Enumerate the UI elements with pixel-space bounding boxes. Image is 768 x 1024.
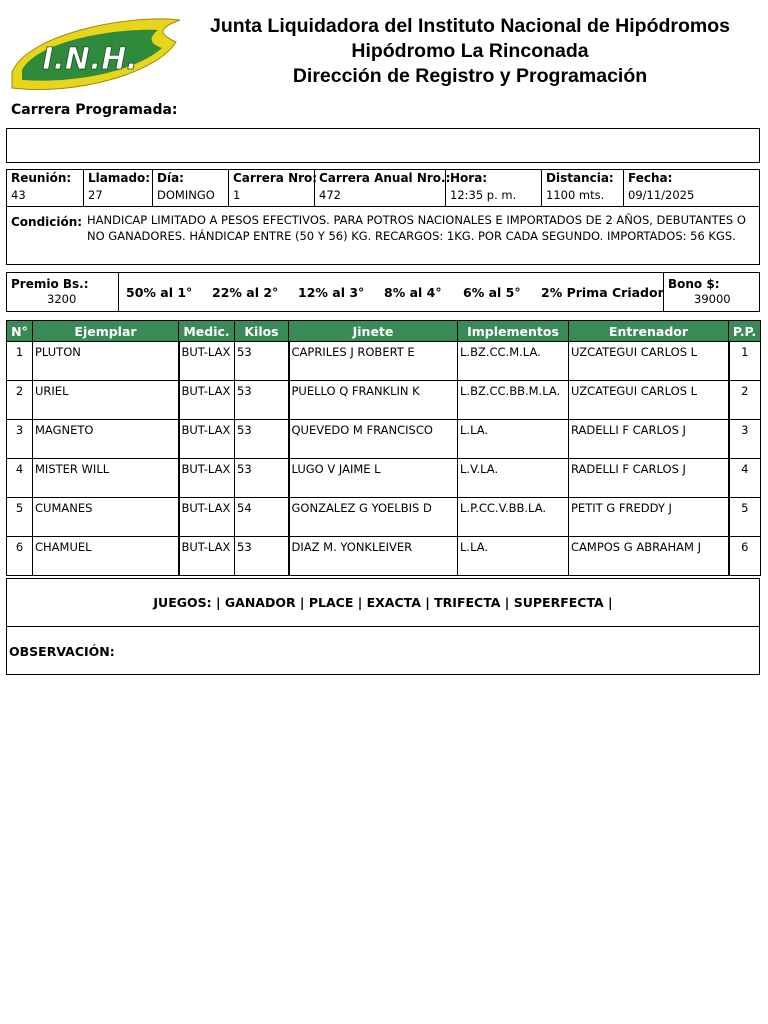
cell-pp: 3 bbox=[729, 420, 761, 459]
table-header-row bbox=[7, 321, 761, 342]
cell-kilos: 53 bbox=[235, 420, 289, 459]
cell-ejemplar: PLUTON bbox=[33, 342, 179, 381]
cell-pp: 6 bbox=[729, 537, 761, 576]
cell-numero: 1 bbox=[7, 342, 33, 381]
col-header-ejemplar: Ejemplar bbox=[33, 321, 179, 342]
condicion-label: Condición: bbox=[11, 215, 83, 229]
cell-entrenador: CAMPOS G ABRAHAM J bbox=[569, 537, 729, 576]
carrera-anual-cell: Carrera Anual Nro.: 472 bbox=[315, 170, 446, 206]
cell-entrenador: UZCATEGUI CARLOS L bbox=[569, 342, 729, 381]
cell-kilos: 53 bbox=[235, 381, 289, 420]
table-row bbox=[7, 537, 761, 576]
dia-cell: Día: DOMINGO bbox=[153, 170, 229, 206]
inh-logo bbox=[8, 14, 184, 92]
observacion-box bbox=[6, 626, 760, 675]
col-header-pp: P.P. bbox=[729, 321, 761, 342]
cell-implementos: L.V.LA. bbox=[458, 459, 569, 498]
pct-4: 8% al 4° bbox=[384, 285, 442, 300]
prima-criador: 2% Prima Criador bbox=[541, 285, 664, 300]
header-line-2: Hipódromo La Rinconada bbox=[351, 40, 589, 62]
juegos-box bbox=[6, 578, 760, 627]
cell-ejemplar: MISTER WILL bbox=[33, 459, 179, 498]
reunion-cell: Reunión: 43 bbox=[7, 170, 84, 206]
cell-jinete: QUEVEDO M FRANCISCO bbox=[289, 420, 458, 459]
document-header bbox=[180, 14, 760, 89]
premio-cell bbox=[7, 273, 119, 311]
col-header-medic: Medic. bbox=[179, 321, 235, 342]
cell-pp: 5 bbox=[729, 498, 761, 537]
cell-ejemplar: CHAMUEL bbox=[33, 537, 179, 576]
distancia-cell: Distancia: 1100 mts. bbox=[542, 170, 624, 206]
header-line-3: Dirección de Registro y Programación bbox=[292, 65, 648, 87]
pct-1: 50% al 1° bbox=[126, 285, 193, 300]
col-header-entrenador: Entrenador bbox=[569, 321, 729, 342]
cell-medic: BUT-LAX bbox=[179, 537, 235, 576]
col-header-jinete: Jinete bbox=[289, 321, 458, 342]
cell-ejemplar: CUMANES bbox=[33, 498, 179, 537]
cell-implementos: L.BZ.CC.M.LA. bbox=[458, 342, 569, 381]
cell-numero: 3 bbox=[7, 420, 33, 459]
cell-jinete: DIAZ M. YONKLEIVER bbox=[289, 537, 458, 576]
fecha-cell: Fecha: 09/11/2025 bbox=[628, 171, 695, 202]
cell-pp: 1 bbox=[729, 342, 761, 381]
header-line-1: Junta Liquidadora del Instituto Nacional de Hipódromos bbox=[209, 15, 731, 37]
cell-implementos: L.BZ.CC.BB.M.LA. bbox=[458, 381, 569, 420]
cell-medic: BUT-LAX bbox=[179, 459, 235, 498]
col-header-implementos: Implementos bbox=[458, 321, 569, 342]
llamado-cell: Llamado: 27 bbox=[84, 170, 153, 206]
cell-kilos: 54 bbox=[235, 498, 289, 537]
cell-pp: 4 bbox=[729, 459, 761, 498]
cell-numero: 2 bbox=[7, 381, 33, 420]
pct-2: 22% al 2° bbox=[212, 285, 279, 300]
cell-kilos: 53 bbox=[235, 342, 289, 381]
cell-entrenador: UZCATEGUI CARLOS L bbox=[569, 381, 729, 420]
bono-label: Bono $: bbox=[668, 277, 720, 291]
cell-jinete: CAPRILES J ROBERT E bbox=[289, 342, 458, 381]
cell-medic: BUT-LAX bbox=[179, 342, 235, 381]
pct-3: 12% al 3° bbox=[298, 285, 365, 300]
cell-entrenador: RADELLI F CARLOS J bbox=[569, 459, 729, 498]
premio-value: 3200 bbox=[47, 292, 77, 306]
cell-pp: 2 bbox=[729, 381, 761, 420]
premio-row bbox=[6, 272, 760, 312]
table-row bbox=[7, 381, 761, 420]
cell-entrenador: PETIT G FREDDY J bbox=[569, 498, 729, 537]
col-header-kilos: Kilos bbox=[235, 321, 289, 342]
table-row bbox=[7, 459, 761, 498]
cell-ejemplar: URIEL bbox=[33, 381, 179, 420]
cell-numero: 6 bbox=[7, 537, 33, 576]
cell-implementos: L.LA. bbox=[458, 537, 569, 576]
cell-jinete: LUGO V JAIME L bbox=[289, 459, 458, 498]
cell-jinete: PUELLO Q FRANKLIN K bbox=[289, 381, 458, 420]
cell-medic: BUT-LAX bbox=[179, 381, 235, 420]
condicion-box bbox=[6, 206, 760, 265]
table-row bbox=[7, 498, 761, 537]
juegos-text: JUEGOS: | GANADOR | PLACE | EXACTA | TRIFECTA | SUPERFECTA | bbox=[153, 595, 613, 610]
carrera-programada-label: Carrera Programada: bbox=[11, 102, 178, 118]
race-info-row bbox=[6, 169, 760, 207]
premio-label: Premio Bs.: bbox=[11, 277, 89, 291]
bono-value: 39000 bbox=[694, 292, 731, 306]
col-header-numero: N° bbox=[7, 321, 33, 342]
cell-numero: 4 bbox=[7, 459, 33, 498]
table-row bbox=[7, 342, 761, 381]
logo-text: I.N.H. bbox=[42, 42, 138, 77]
condicion-text: HANDICAP LIMITADO A PESOS EFECTIVOS. PARA POTROS NACIONALES E IMPORTADOS DE 2 AÑOS, DEBUTANTES O NO GANADORES. HÁNDICAP ENTRE (50 Y 56) KG. RECARGOS: 1KG. POR CADA SEGUNDO. IMPORTADOS: 56 KGS. bbox=[87, 213, 746, 243]
cell-numero: 5 bbox=[7, 498, 33, 537]
pct-5: 6% al 5° bbox=[463, 285, 521, 300]
hora-cell: Hora: 12:35 p. m. bbox=[446, 170, 542, 206]
carrera-nro-cell: Carrera Nro: 1 bbox=[229, 170, 315, 206]
cell-ejemplar: MAGNETO bbox=[33, 420, 179, 459]
cell-implementos: L.P.CC.V.BB.LA. bbox=[458, 498, 569, 537]
table-row bbox=[7, 420, 761, 459]
cell-kilos: 53 bbox=[235, 537, 289, 576]
observacion-label: OBSERVACIÓN: bbox=[9, 644, 115, 659]
bono-cell bbox=[663, 273, 759, 311]
carrera-programada-box bbox=[6, 128, 760, 163]
cell-implementos: L.LA. bbox=[458, 420, 569, 459]
cell-medic: BUT-LAX bbox=[179, 420, 235, 459]
cell-kilos: 53 bbox=[235, 459, 289, 498]
entries-table bbox=[6, 320, 761, 576]
cell-medic: BUT-LAX bbox=[179, 498, 235, 537]
cell-entrenador: RADELLI F CARLOS J bbox=[569, 420, 729, 459]
cell-jinete: GONZALEZ G YOELBIS D bbox=[289, 498, 458, 537]
